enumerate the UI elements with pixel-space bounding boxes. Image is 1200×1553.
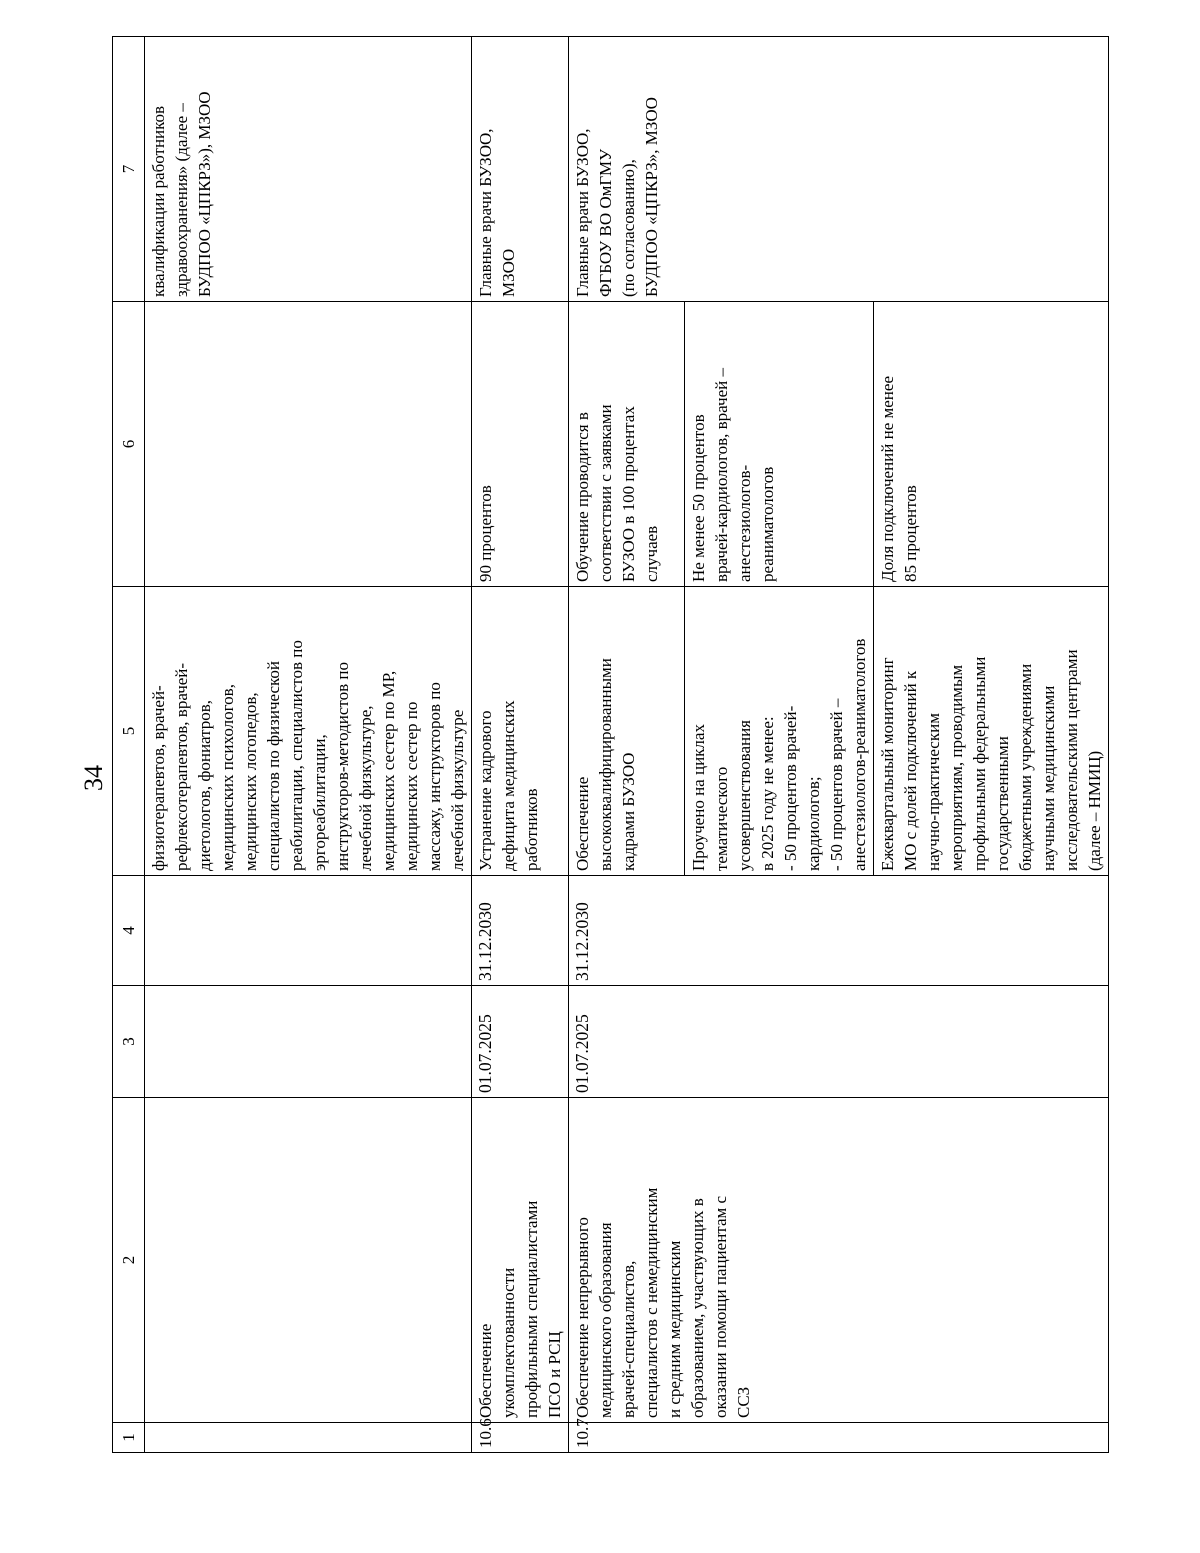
row-number-cell: 10.6	[472, 1423, 569, 1453]
indicator-cell: 90 процентов	[472, 302, 569, 587]
result-cell: Обеспечение высококвалифицированными кадрами БУЗОО	[569, 587, 685, 876]
start-date-cell: 01.07.2025	[569, 986, 1109, 1098]
responsible-cell: Главные врачи БУЗОО, МЗОО	[472, 37, 569, 302]
header-cell: 7	[113, 37, 145, 302]
result-cell: физиотерапевтов, врачей- рефлексотерапевтов, врачей- диетологов, фониатров, медицинских психологов, медицинских логопедов, специалистов по физической реабилитации, специалистов по эргореабилитации, инструкторов-методистов по лечебной физкультуре, медицинских сестер по МР, медицинских сестер по массажу, инструкторов по лечебной физкультуре	[145, 587, 472, 876]
indicator-cell: Обучение проводится в соответствии с заявками БУЗОО в 100 процентах случаев	[569, 302, 685, 587]
header-row	[113, 37, 145, 1453]
table-row	[145, 37, 472, 1453]
header-cell: 2	[113, 1098, 145, 1423]
responsible-cell: Главные врачи БУЗОО, ФГБОУ ВО ОмГМУ (по согласованию), БУДПОО «ЦПКРЗ», МЗОО	[569, 37, 1109, 302]
page-number: 34	[79, 765, 108, 791]
result-cell: Ежеквартальный мониторинг МО с долей подключений к научно-практическим мероприятиям, проводимым профильными федеральными государственными бюджетными учреждениями научными медицинскими исследовательскими центрами (далее – НМИЦ)	[874, 587, 1109, 876]
indicator-cell: Не менее 50 процентов врачей-кардиологов, врачей – анестезиологов- реаниматологов	[685, 302, 874, 587]
activity-name-cell: Обеспечение непрерывного медицинского образования врачей-специалистов, специалистов с немедицинским и средним медицинским образованием, участвующих в оказании помощи пациентам с ССЗ	[569, 1098, 1109, 1423]
row-number-cell: 10.7	[569, 1423, 1109, 1453]
result-cell: Проучено на циклах тематического усовершенствования в 2025 году не менее: - 50 процентов врачей- кардиологов; - 50 процентов врачей – анестезиологов-реаниматологов	[685, 587, 874, 876]
activity-name-cell: Обеспечение укомплектованности профильными специалистами ПСО и РСЦ	[472, 1098, 569, 1423]
indicator-cell	[145, 302, 472, 587]
start-date-cell	[145, 986, 472, 1098]
table-row	[569, 37, 685, 1453]
start-date-cell: 01.07.2025	[472, 986, 569, 1098]
plan-table-container	[112, 37, 1104, 1453]
end-date-cell: 31.12.2030	[472, 876, 569, 986]
activity-name-cell	[145, 1098, 472, 1423]
header-cell: 1	[113, 1423, 145, 1453]
indicator-cell: Доля подключений не менее 85 процентов	[874, 302, 1109, 587]
header-cell: 6	[113, 302, 145, 587]
result-cell: Устранение кадрового дефицита медицинских работников	[472, 587, 569, 876]
header-cell: 4	[113, 876, 145, 986]
row-number-cell	[145, 1423, 472, 1453]
header-cell: 3	[113, 986, 145, 1098]
plan-table	[112, 36, 1109, 1453]
header-cell: 5	[113, 587, 145, 876]
end-date-cell	[145, 876, 472, 986]
responsible-cell: квалификации работников здравоохранения» (далее – БУДПОО «ЦПКРЗ»), МЗОО	[145, 37, 472, 302]
end-date-cell: 31.12.2030	[569, 876, 1109, 986]
table-row	[472, 37, 569, 1453]
